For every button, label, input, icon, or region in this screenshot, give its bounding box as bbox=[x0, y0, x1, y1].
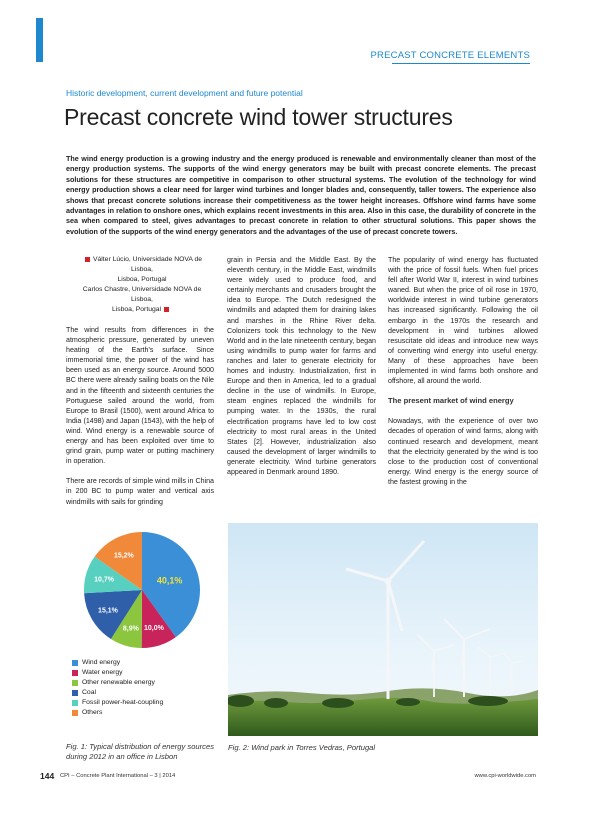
paragraph: The popularity of wind energy has fluctuated with the price of fossil fuels. When fuel prices fell after World War II, interest in wind turbines waned. But when the price of oil rose in 1970, worldwide interest in wind turbine generators has increased significantly. Following the oil embargo in the 1970s the research and development in wind turbines allowed resuscitate old ideas and introduce new ways of converting wind energy into useful energy. Many of these approaches have been implemented in wind farms both onshore and offshore, all around the world. bbox=[388, 256, 538, 386]
text-column-3 bbox=[388, 255, 538, 497]
figure-1 bbox=[66, 524, 218, 736]
pie-data-label: 8,9% bbox=[122, 625, 139, 633]
page-number: 144 bbox=[40, 771, 55, 781]
article-kicker: Historic development, current development and future potential bbox=[66, 88, 303, 98]
accent-bar bbox=[36, 18, 43, 62]
author-1-location: Lisboa, Portugal bbox=[117, 276, 167, 283]
wind-park-photo bbox=[228, 523, 538, 736]
author-2: Carlos Chastre, Universidade NOVA de Lisboa, bbox=[82, 286, 202, 303]
chart-legend bbox=[72, 658, 163, 718]
pie-data-label: 15,2% bbox=[113, 552, 134, 560]
legend-item bbox=[72, 688, 163, 698]
pie-data-label: 10,0% bbox=[144, 625, 164, 633]
pie-data-label: 40,1% bbox=[156, 575, 183, 586]
paragraph: The wind results from differences in the atmospheric pressure, generated by uneven heating of the Earth's surface. Since immemorial time, the power of the wind has been used as an energy source. Around 5000 BC there were already sailing boats on the Nile and in the fifteenth and sixteenth centuries the Portuguese sailed around the world, from Europe to Brasil (1500), went around Africa to India (1498) and Japan (1543), with the help of wind. Wind energy is a renewable source of energy and has been exploited over time to grind grain, pump water or putting machinery in operation. bbox=[66, 326, 214, 466]
legend-label: Fossil power-heat-coupling bbox=[82, 699, 164, 706]
figure-2-caption: Fig. 2: Wind park in Torres Vedras, Portugal bbox=[228, 743, 376, 752]
legend-swatch bbox=[72, 670, 78, 676]
legend-swatch bbox=[72, 680, 78, 686]
section-label: PRECAST CONCRETE ELEMENTS bbox=[370, 50, 530, 61]
text-column-1 bbox=[66, 255, 214, 517]
text-column-2 bbox=[227, 255, 376, 487]
legend-item bbox=[72, 708, 163, 718]
legend-swatch bbox=[72, 690, 78, 696]
section-heading: The present market of wind energy bbox=[388, 396, 514, 406]
paragraph: Nowadays, with the experience of over two decades of operation of wind farms, along with continued research and development, meant that the electricity generated by the wind is too close to the production cost of conventional energy. Wind energy is the energy source of the fastest growing in the bbox=[388, 417, 538, 486]
legend-label: Other renewable energy bbox=[82, 679, 155, 686]
red-square-icon bbox=[164, 307, 169, 312]
red-square-icon bbox=[85, 257, 90, 262]
figure-2-photo bbox=[228, 523, 538, 736]
article-abstract: The wind energy production is a growing industry and the energy produced is renewable and environmentally cleaner than most of the energy production systems. The supports of the wind energy generators may be built with precast concrete elements. The precast solutions for these structures are competitive in comparison to other structural systems. The evolution of the technology for wind energy production shows a clear need for larger wind turbines and longer blades and, consequently, taller towers. The experience also shows that precast concrete solutions increase their competitiveness as the tower height increases. Offshore wind farms have some advantages in relation to onshore ones, which explains recent investments in this area. Also in this case, the durability of concrete in the sea when compared to steel, gives advantages to precast concrete in relation to other structural solutions. This paper shows the evolution of the supports of the wind energy generators and the advantages of the use of precast concrete towers. bbox=[66, 154, 536, 236]
legend-label: Others bbox=[82, 709, 103, 716]
legend-label: Coal bbox=[82, 689, 96, 696]
section-rule bbox=[392, 63, 530, 64]
legend-item bbox=[72, 668, 163, 678]
pie-chart bbox=[66, 524, 218, 658]
legend-item bbox=[72, 698, 163, 708]
author-block bbox=[66, 255, 214, 315]
legend-swatch bbox=[72, 660, 78, 666]
legend-label: Wind energy bbox=[82, 659, 121, 666]
footer-url[interactable]: www.cpi-worldwide.com bbox=[474, 773, 536, 779]
author-2-location: Lisboa, Portugal bbox=[111, 306, 162, 313]
legend-item bbox=[72, 678, 163, 688]
pie-data-label: 10,7% bbox=[94, 576, 115, 584]
author-1: Válter Lúcio, Universidade NOVA de Lisboa, bbox=[92, 256, 203, 273]
legend-swatch bbox=[72, 700, 78, 706]
legend-item bbox=[72, 658, 163, 668]
paragraph: grain in Persia and the Middle East. By the eleventh century, in the Middle East, windmills were widely used to produce food, and certainly merchants and crusaders brought the idea to Europe. The Dutch redesigned the windmills and adapted them for draining lakes and marshes in the Rhine River delta. Colonizers took this technology to the New World and in the late nineteenth century, began using windmills to pump water for farms and ranches and later to generate electricity for homes and industry. Industrialization, first in Europe and then in America, led to a gradual decline in the use of windmills. In Europe, steam engines replaced the windmills for pumping water. In the 1930s, the rural electrification programs have led to low cost electricity to most rural areas in the United States [2]. However, industrialization also caused the development of larger windmills to generate electricity. Wind turbine generators appeared in Denmark around 1890. bbox=[227, 256, 376, 476]
legend-swatch bbox=[72, 710, 78, 716]
figure-1-caption: Fig. 1: Typical distribution of energy sources during 2012 in an office in Lisbon bbox=[66, 742, 215, 761]
footer-publication: CPI – Concrete Plant International – 3 | 2014 bbox=[60, 773, 176, 779]
article-title: Precast concrete wind tower structures bbox=[64, 104, 453, 130]
legend-label: Water energy bbox=[82, 669, 123, 676]
pie-data-label: 15,1% bbox=[98, 607, 118, 615]
paragraph: There are records of simple wind mills in China in 200 BC to pump water and vertical axis windmills with sails for grinding bbox=[66, 477, 214, 506]
